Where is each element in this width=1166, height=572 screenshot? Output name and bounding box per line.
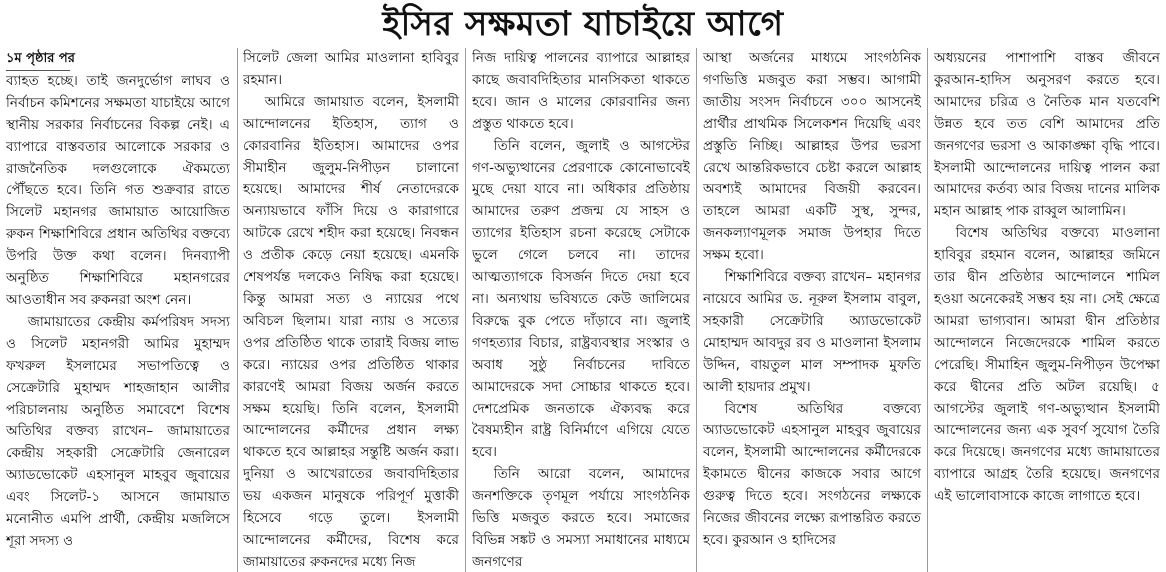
article-body bbox=[0, 48, 1166, 572]
paragraph: বিশেষ অতিথির বক্তব্যে মাওলানা হাবিবুর রহমান বলেন, আল্লাহর জমিনে তার দ্বীন প্রতিষ্ঠার আন্দোলনে শামিল হওয়া অনেকেরই সম্ভব হয় না। সেই ক্ষেত্রে আমরা ভাগ্যবান। আমরা দ্বীন প্রতিষ্ঠার আন্দোলনে নিজেদেরকে শামিল করতে পেরেছি। সীমাহিন জুলুম-নিপীড়ন উপেক্ষা করে দ্বীনের প্রতি অটল রয়েছি। ৫ আগস্টের জুলাই গণ-অভ্যুত্থান ইসলামী আন্দোলনের জন্য এক সুবর্ণ সুযোগ তৈরি করে দিয়েছে। জনগণের মধ্যে জামায়াতের ব্যাপারে আগ্রহ তৈরি হয়েছে। জনগণের এই ভালোবাসাকে কাজে লাগাতে হবে। bbox=[934, 225, 1160, 505]
paragraph: ব্যাহত হচ্ছে। তাই জনদুর্ভোগ লাঘব ও নির্বাচন কমিশনের সক্ষমতা যাচাইয়ে আগে স্থানীয় সরকার নির্বাচনের বিকল্প নেই। এ ব্যাপারে বাস্তবতার আলোকে সরকার ও রাজনৈতিক দলগুলোকে ঐকমত্যে পৌঁছতে হবে। তিনি গত শুক্রবার রাতে সিলেট মহানগর জামায়াত আয়োজিত রুকন শিক্ষাশিবিরে প্রধান অতিথির বক্তব্যে উপরি উক্ত কথা বলেন। দিনব্যাপী অনুষ্ঠিত শিক্ষাশিবিরে মহানগরের আওতাধীন সব রুকনরা অংশ নেন। bbox=[6, 72, 230, 308]
paragraph: বিশেষ অতিথির বক্তব্যে অ্যাডভোকেট এহসানুল মাহবুব জুবায়ের বলেন, ইসলামী আন্দোলনের কর্মীদেরকে ইকামতে দ্বীনের কাজকে সবার আগে গুরুত্ব দিতে হবে। সংগঠনের লক্ষ্যকে নিজের জীবনের লক্ষ্যে রূপান্তরিত করতে হবে। কুরআন ও হাদিসের bbox=[703, 400, 921, 548]
column-2 bbox=[243, 48, 459, 572]
paragraph: তিনি বলেন, জুলাই ও আগস্টের গণ-অভ্যুত্থানের প্রেরণাকে কোনোভাবেই মুছে দেয়া যাবে না। অধিকার প্রতিষ্ঠায় আমাদের তরুণ প্রজন্ম যে সাহস ও ত্যাগের ইতিহাস রচনা করেছে সেটাকে ভুলে গেলে চলবে না। তাদের আত্মত্যাগকে বিসর্জন দিতে দেয়া হবে না। অন্যথায় ভবিষ্যতে কেউ জালিমের বিরুদ্ধে বুক পেতে দাঁড়াবে না। জুলাই গণহত্যার বিচার, রাষ্ট্রব্যবস্থার সংস্কার ও অবাধ সুষ্ঠু নির্বাচনের দাবিতে আমাদেরকে সদা সোচ্চার থাকতে হবে। দেশপ্রেমিক জনতাকে ঐক্যবদ্ধ করে বৈষম্যহীন রাষ্ট্র বিনির্মাণে এগিয়ে যেতে হবে। bbox=[472, 137, 690, 461]
column-3 bbox=[472, 48, 690, 572]
paragraph: আস্থা অর্জনের মাধ্যমে সাংগঠনিক গণভিত্তি মজবুত করা সম্ভব। আগামী জাতীয় সংসদ নির্বাচনে ৩০০ আসনেই প্রার্থীর প্রাথমিক সিলেকশন দিয়েছি এবং প্রস্তুতি নিচ্ছি। আল্লাহর উপর ভরসা রেখে আন্তরিকভাবে চেষ্টা করলে আল্লাহ অবশ্যই আমাদের বিজয়ী করবেন। তাহলে আমরা একটি সুস্থ, সুন্দর, জনকল্যাণমূলক সমাজ উপহার দিতে সক্ষম হবো। bbox=[703, 50, 921, 264]
headline: ইসির সক্ষমতা যাচাইয়ে আগে bbox=[382, 4, 784, 44]
column-4 bbox=[703, 48, 921, 572]
paragraph: নিজ দায়িত্ব পালনের ব্যাপারে আল্লাহর কাছে জবাবদিহিতার মানসিকতা থাকতে হবে। জান ও মালের কোরবানির জন্য প্রস্তুত থাকতে হবে। bbox=[472, 50, 690, 132]
paragraph: অধ্যয়নের পাশাপাশি বাস্তব জীবনে কুরআন-হাদিস অনুসরণ করতে হবে। আমাদের চরিত্র ও নৈতিক মান যতবেশি উন্নত হবে তত বেশি আমাদের প্রতি জনগণের ভরসা ও আকাঙ্ক্ষা বৃদ্ধি পাবে। ইসলামী আন্দোলনের দায়িত্ব পালন করা আমাদের কর্তব্য আর বিজয় দানের মালিক মহান আল্লাহ পাক রাব্বুল আলামিন। bbox=[934, 50, 1160, 220]
column-1 bbox=[6, 48, 230, 572]
paragraph: জামায়াতের কেন্দ্রীয় কর্মপরিষদ সদস্য ও সিলেট মহানগরী আমির মুহাম্মদ ফখরুল ইসলামের সভাপতিত্বে ও সেক্রেটারি মুহাম্মদ শাহজাহান আলীর পরিচালনায় অনুষ্ঠিত সমাবেশে বিশেষ অতিথির বক্তব্য রাখেন– জামায়াতের কেন্দ্রীয় সহকারী সেক্রেটারি জেনারেল অ্যাডভোকেট এহসানুল মাহবুব জুবায়ের এবং সিলেট-১ আসনে জামায়াত মনোনীত এমপি প্রার্থী, কেন্দ্রীয় মজলিসে শূরা সদস্য ও bbox=[6, 313, 230, 549]
paragraph: আমিরে জামায়াত বলেন, ইসলামী আন্দোলনের ইতিহাস, ত্যাগ ও কোরবানির ইতিহাস। আমাদের ওপর সীমাহীন জুলুম-নিপীড়ন চালানো হয়েছে। আমাদের শীর্ষ নেতাদেরকে অন্যায়ভাবে ফাঁসি দিয়ে ও কারাগারে আটকে রেখে শহীদ করা হয়েছে। নিবন্ধন ও প্রতীক কেড়ে নেয়া হয়েছে। এমনকি শেষপর্যন্ত দলকেও নিষিদ্ধ করা হয়েছে। কিন্তু আমরা সত্য ও ন্যায়ের পথে অবিচল ছিলাম। যারা ন্যায় ও সত্যের ওপর প্রতিষ্ঠিত থাকে তারাই বিজয় লাভ করে। ন্যায়ের ওপর প্রতিষ্ঠিত থাকার কারণেই আমরা বিজয় অর্জন করতে সক্ষম হয়েছি। তিনি বলেন, ইসলামী আন্দোলনের কর্মীদের প্রধান লক্ষ্য থাকতে হবে আল্লাহর সন্তুষ্টি অর্জন করা। দুনিয়া ও আখেরাতের জবাবদিহিতার ভয় একজন মানুষকে পরিপূর্ণ মুত্তাকী হিসেবে গড়ে তুলে। ইসলামী আন্দোলনের কর্মীদের, বিশেষ করে জামায়াতের রুকনদের মধ্যে নিজ bbox=[243, 93, 459, 570]
continuation-label: ১ম পৃষ্ঠার পর bbox=[6, 48, 230, 71]
paragraph: সিলেট জেলা আমির মাওলানা হাবিবুর রহমান। bbox=[243, 50, 459, 88]
column-5 bbox=[934, 48, 1160, 572]
paragraph: তিনি আরো বলেন, আমাদের জনশক্তিকে তৃণমূল পর্যায়ে সাংগঠনিক ভিত্তি মজবুত করতে হবে। সমাজের বিভিন্ন সঙ্কট ও সমস্যা সমাধানের মাধ্যমে জনগণের bbox=[472, 466, 690, 570]
paragraph: শিক্ষাশিবিরে বক্তব্য রাখেন– মহানগর নায়েবে আমির ড. নূরুল ইসলাম বাবুল, সহকারী সেক্রেটারি অ্যাডভোকেট মোহাম্মদ আবদুর রব ও মাওলানা ইসলাম উদ্দিন, বায়তুল মাল সম্পাদক মুফতি আলী হায়দার প্রমুখ। bbox=[703, 269, 921, 395]
